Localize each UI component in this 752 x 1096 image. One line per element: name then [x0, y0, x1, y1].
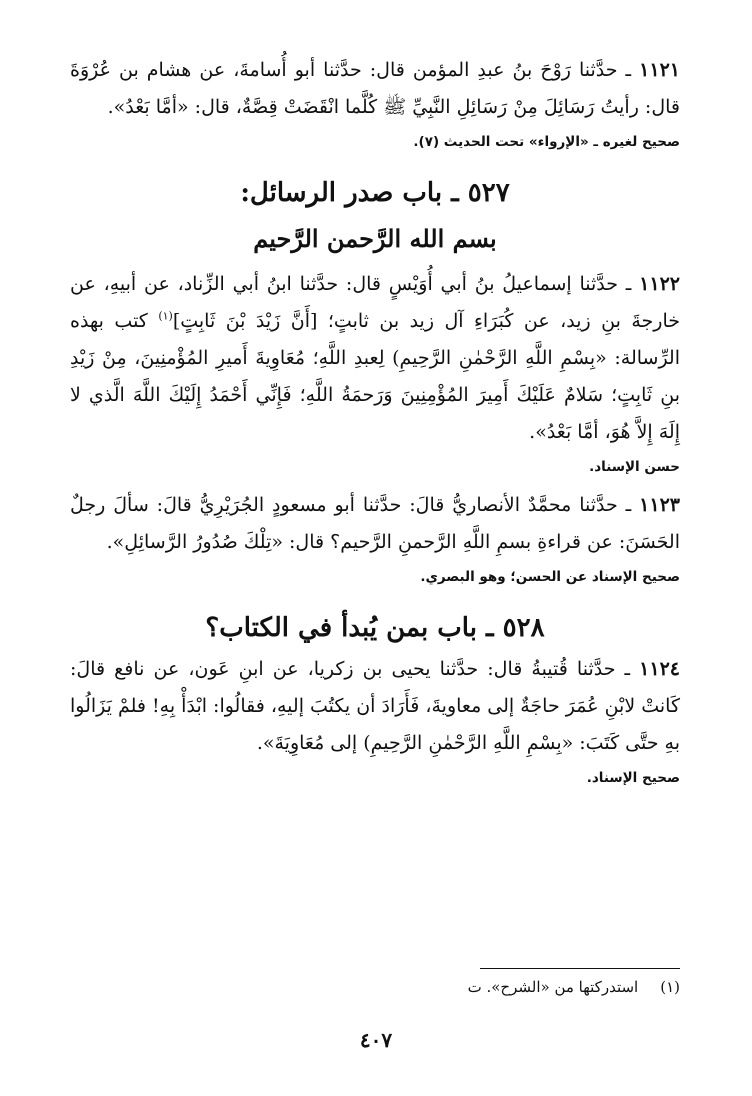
hadith-grade: صحيح لغيره ـ «الإرواء» تحت الحديث (٧).	[413, 134, 680, 150]
footnote	[70, 976, 680, 998]
chapter-heading-528: ٥٢٨ ـ باب بمن يُبدأ في الكتاب؟	[205, 613, 545, 643]
hadith-grade: حسن الإسناد.	[589, 459, 680, 475]
footnote-divider	[480, 968, 680, 969]
hadith-grade: صحيح الإسناد.	[586, 770, 680, 786]
hadith-text: ـ حدَّثنا إسماعيلُ بنُ أبي أُوَيْسٍ قال: حدَّثنا ابنُ أبي الزِّناد، عن أبيهِ، عن خارجةَ بنِ زيد، عن كُبَرَاءِ آل زيد بن ثابتٍ؛ [أَنَّ زَيْدَ بْنَ ثَابِتٍ]	[70, 273, 681, 332]
hadith-1123	[70, 487, 680, 561]
hadith-text: ـ حدَّثنا قُتيبةُ قال: حدَّثنا يحيى بن زكريا، عن ابنِ عَون، عن نافع قالَ: كَانتْ لابْنِ عُمَرَ حاجَةٌ إلى معاويةَ، فَأَرَادَ أن يكتُبَ إليهِ، فقالُوا: ابْدَأْ بِهِ! فلمْ يَزَالُوا بهِ حتَّى كَتَبَ: «بِسْمِ اللَّهِ الرَّحْمٰنِ الرَّحِيمِ) إلى مُعَاوِيَةَ».	[70, 658, 680, 754]
hadith-number: ١١٢٣	[639, 494, 680, 516]
hadith-grade: صحيح الإسناد عن الحسن؛ وهو البصري.	[420, 569, 680, 585]
footnote-reference: (١)	[158, 309, 173, 323]
hadith-text: ـ حدَّثنا رَوْحَ بنُ عبدِ المؤمن قال: حدَّثنا أبو أُسامةَ، عن هشام بن عُرْوَةَ قال: رأيتُ رَسَائِلَ مِنْ رَسَائِلِ النَّبِيِّ ﷺ كُلَّما انْقَضَتْ قِصَّةٌ، قال: «أمَّا بَعْدُ».	[70, 59, 680, 118]
hadith-number: ١١٢١	[639, 59, 680, 81]
page-number: ٤٠٧	[359, 1028, 393, 1052]
hadith-1124	[70, 651, 680, 762]
footnote-number: (١)	[660, 978, 680, 996]
hadith-text-continued: كتب بهذه الرِّسالة: «بِسْمِ اللَّهِ الرَّحْمٰنِ الرَّحِيمِ) لِعبدِ اللَّهِ؛ مُعَاوِيةَ أَميرِ المُؤْمنِينَ، مِنْ زَيْدِ بنِ ثَابِتٍ؛ سَلامٌ عَلَيْكَ أَمِيرَ المُؤْمِنِينَ وَرَحمَةُ اللَّهِ؛ فَإِنِّي أَحْمَدُ إِلَيْكَ اللَّهَ الَّذي لا إِلَهَ إِلاَّ هُوَ، أمَّا بَعْدُ».	[70, 310, 680, 443]
chapter-heading-527: ٥٢٧ ـ باب صدر الرسائل:	[240, 178, 510, 208]
book-page	[70, 52, 680, 790]
footnote-text: استدركتها من «الشرح». ت	[467, 978, 639, 996]
hadith-number: ١١٢٢	[639, 273, 680, 295]
hadith-number: ١١٢٤	[639, 658, 680, 680]
hadith-1121	[70, 52, 680, 126]
basmala-heading: بسم الله الرَّحمن الرَّحيم	[253, 224, 497, 253]
hadith-1122	[70, 266, 680, 451]
hadith-text: ـ حدَّثنا محمَّدٌ الأنصاريُّ قالَ: حدَّثنا أبو مسعودٍ الجُرَيْرِيُّ قالَ: سألَ رجلٌ الحَسَنَ: عن قراءةِ بسمِ اللَّهِ الرَّحمنِ الرَّحيم؟ قال: «تِلْكَ صُدُورُ الرَّسائِلِ».	[70, 494, 680, 553]
